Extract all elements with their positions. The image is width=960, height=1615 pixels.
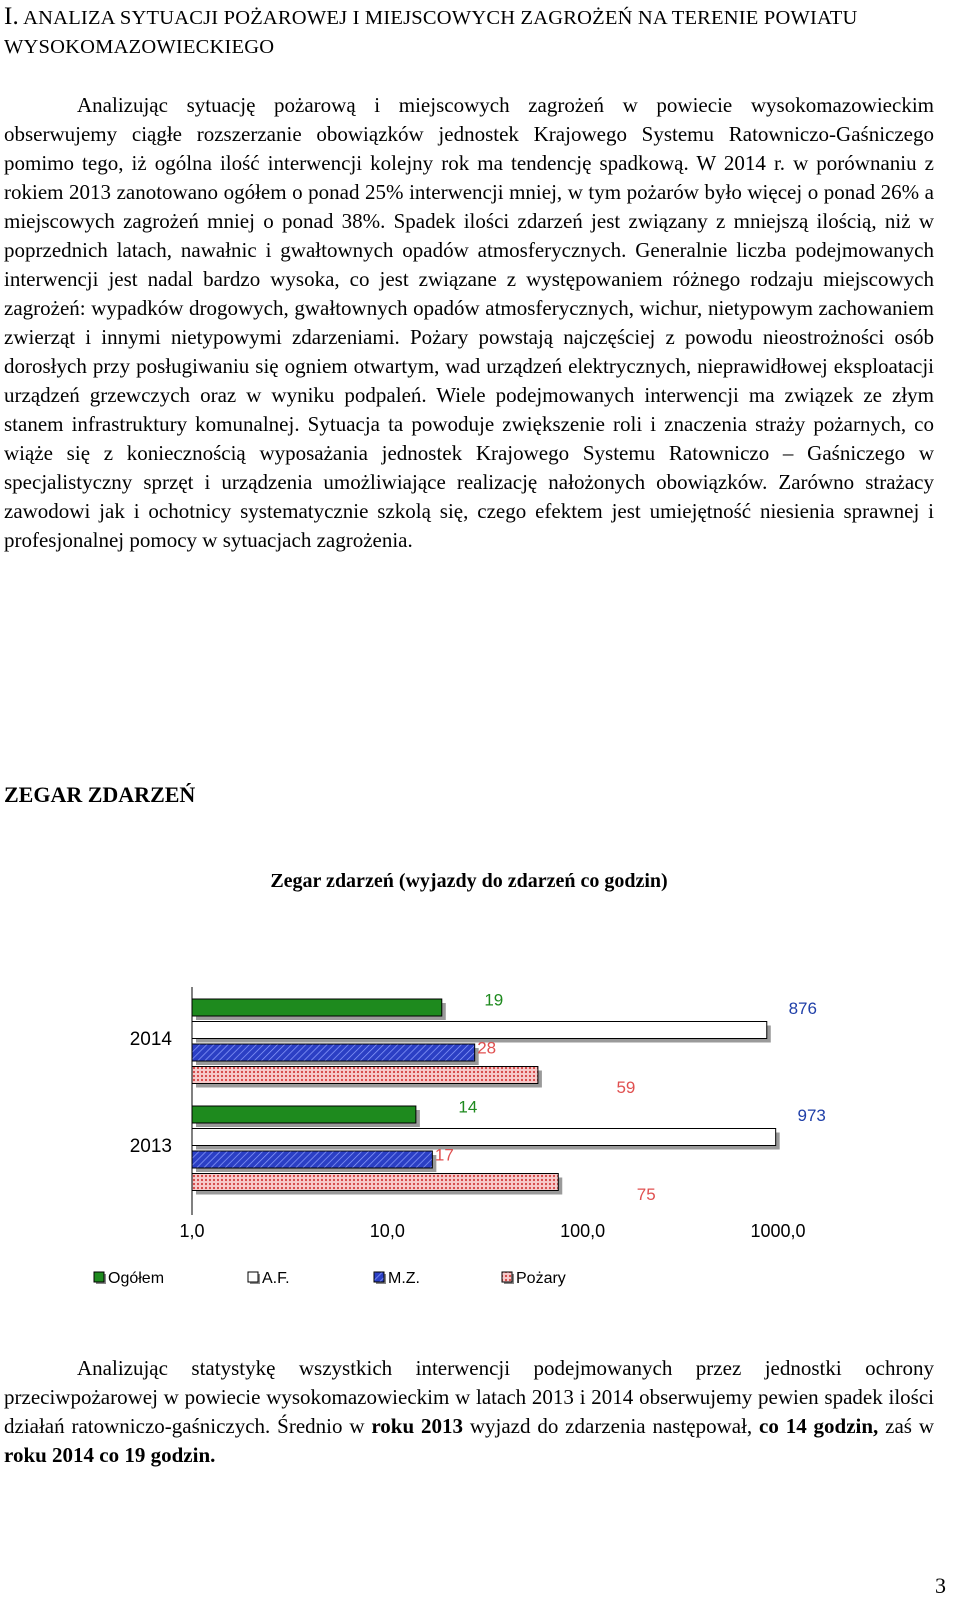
x-tick-label-10,0: 10,0: [369, 1221, 405, 1241]
legend-label-Pożary: Pożary: [516, 1270, 566, 1287]
data-label-Pożary-2013: 75: [636, 1185, 656, 1204]
bar-Ogółem-2013: [192, 1106, 416, 1123]
legend-label-M.Z.: M.Z.: [388, 1270, 420, 1287]
category-label-2014: 2014: [129, 1029, 172, 1050]
legend-swatch-M.Z.: [374, 1272, 384, 1282]
bar-chart: [0, 862, 960, 1302]
summary-text-1: Analizując statystykę wszystkich interwencji podejmowanych przez jednostki ochrony przeciwpożarowej w powiecie wysokomazowieckim w latach 2013 i 2014 obserwujemy pewien spadek ilości działań ratowniczo-gaśniczych. Średnio w: [4, 1356, 934, 1438]
page-number: 3: [935, 1573, 946, 1598]
data-label-Ogółem-2014: 19: [484, 990, 504, 1010]
bar-M.Z.-2014: [192, 1044, 475, 1061]
summary-bold-2014-19-hours: roku 2014 co 19 godzin.: [4, 1443, 216, 1467]
heading-number: I.: [4, 3, 19, 30]
data-label-A.F.-2014: 876: [788, 999, 817, 1018]
bar-M.Z.-2013: [192, 1151, 432, 1168]
bar-Pożary-2013: [192, 1174, 558, 1191]
data-label-A.F.-2013: 973: [797, 1106, 826, 1125]
legend-label-Ogółem: Ogółem: [108, 1270, 165, 1287]
bar-Pożary-2014: [192, 1067, 538, 1084]
section-title: ZEGAR ZDARZEŃ: [4, 782, 196, 807]
x-tick-label-1,0: 1,0: [179, 1221, 205, 1241]
category-label-2013: 2013: [129, 1136, 172, 1157]
heading-text: ANALIZA SYTUACJI POŻAROWEJ I MIEJSCOWYCH ZAGROŻEŃ NA TERENIE POWIATU WYSOKOMAZOWIECKIEGO: [4, 7, 858, 58]
chart-container: [0, 862, 960, 1302]
x-tick-label-1000,0: 1000,0: [750, 1221, 806, 1241]
data-label-Ogółem-2013: 14: [458, 1097, 478, 1117]
data-label-M.Z.-2014: 28: [477, 1038, 497, 1058]
document-heading: [4, 2, 934, 62]
summary-text-3: zaś w: [878, 1414, 934, 1438]
bar-A.F.-2013: [192, 1129, 776, 1146]
chart-title: Zegar zdarzeń (wyjazdy do zdarzeń co godzin): [270, 870, 668, 892]
bar-Ogółem-2014: [192, 999, 442, 1016]
legend-swatch-A.F.: [248, 1272, 258, 1282]
legend-swatch-Ogółem: [94, 1272, 104, 1282]
legend-label-A.F.: A.F.: [262, 1270, 290, 1287]
data-label-M.Z.-2013: 17: [434, 1145, 454, 1165]
summary-bold-14-hours: co 14 godzin,: [759, 1414, 879, 1438]
legend-swatch-Pożary: [502, 1272, 512, 1282]
data-label-Pożary-2014: 59: [616, 1078, 636, 1097]
bar-A.F.-2014: [192, 1022, 767, 1039]
summary-bold-year-2013: roku 2013: [371, 1414, 463, 1438]
x-tick-label-100,0: 100,0: [560, 1221, 606, 1241]
summary-text-2: wyjazd do zdarzenia następował,: [463, 1414, 760, 1438]
intro-paragraph: Analizując sytuację pożarową i miejscowych zagrożeń w powiecie wysokomazowieckim obserwujemy ciągłe rozszerzanie obowiązków jednostek Krajowego Systemu Ratowniczo-Gaśniczego pomimo tego, iż ogólna ilość interwencji kolejny rok ma tendencję spadkową. W 2014 r. w porównaniu z rokiem 2013 zanotowano ogółem o ponad 25% interwencji mniej, w tym pożarów było więcej o ponad 26% a miejscowych zagrożeń mniej o ponad 38%. Spadek ilości zdarzeń jest związany z mniejszą ilością, niż w poprzednich latach, nawałnic i gwałtownych opadów atmosferycznych. Generalnie liczba podejmowanych interwencji jest nadal bardzo wysoka, co jest związane z występowaniem różnego rodzaju miejscowych zagrożeń: wypadków drogowych, gwałtownych opadów atmosferycznych, wichur, nietypowym zachowaniem zwierząt i innymi nietypowymi zdarzeniami. Pożary powstają najczęściej z powodu nieostrożności osób dorosłych przy posługiwaniu się ogniem otwartym, wad urządzeń elektrycznych, nieprawidłowej eksploatacji urządzeń grzewczych oraz w wyniku podpaleń. Wiele podejmowanych interwencji ma związek ze złym stanem infrastruktury komunalnej. Sytuacja ta powoduje zwiększenie roli i znaczenia straży pożarnych, co wiąże się z koniecznością wyposażania jednostek Krajowego Systemu Ratowniczo – Gaśniczego w specjalistyczny sprzęt i urządzenia umożliwiające realizację nałożonych obowiązków. Zarówno strażacy zawodowi jak i ochotnicy systematycznie szkolą się, czego efektem jest umiejętność niesienia sprawnej i profesjonalnej pomocy w sytuacjach zagrożenia.: [4, 93, 934, 552]
summary-paragraph: [4, 1354, 934, 1470]
